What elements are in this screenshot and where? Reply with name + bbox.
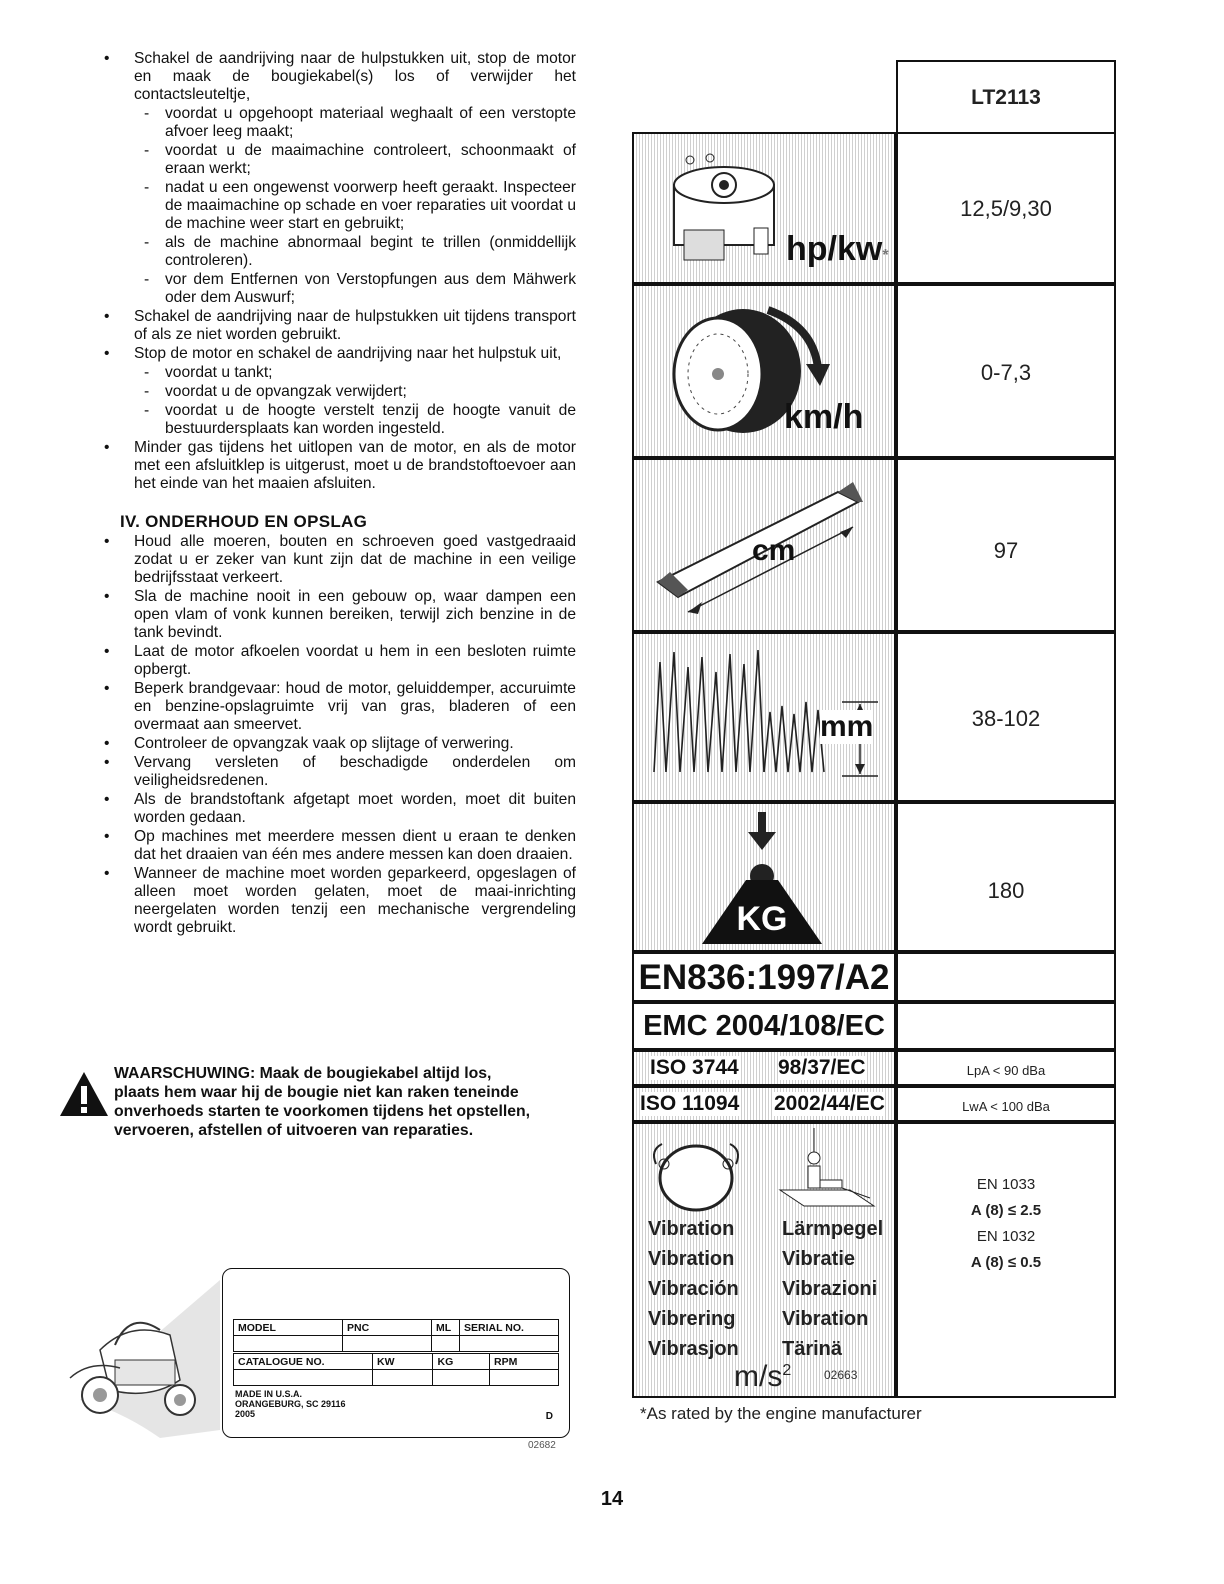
engine-cell: [632, 132, 896, 284]
sub-item: - voordat u opgehoopt materiaal weghaalt of een verstopte afvoer leeg maakt;: [100, 105, 576, 141]
sub-item: - voordat u de hoogte verstelt tenzij de hoogte vanuit de bestuurdersplaats kan worden ingesteld.: [100, 402, 576, 438]
plate-kw: KW: [373, 1354, 433, 1370]
vibration-sv: Vibrering: [648, 1308, 736, 1330]
serial-plate: [222, 1268, 570, 1438]
weight-kg-text: KG: [736, 900, 788, 938]
width-value-cell: [896, 458, 1116, 632]
left-text-column: [100, 50, 576, 938]
vibration-no: Vibrasjon: [648, 1338, 739, 1360]
iso2-cell: [632, 1086, 896, 1122]
vibration-fr: Vibration: [648, 1248, 735, 1270]
width-value: 97: [993, 538, 1019, 563]
std2-value-cell: [896, 1002, 1116, 1050]
height-value-cell: [896, 632, 1116, 802]
width-label: cm: [752, 534, 796, 567]
blade-cell: [632, 458, 896, 632]
vibration-unit: $m/s^2$: [734, 1360, 792, 1393]
height-value: 38-102: [971, 706, 1041, 731]
warning-triangle-icon: [58, 1070, 110, 1118]
plate-letter: D: [545, 1411, 553, 1422]
model-cell: [896, 60, 1116, 132]
vibration-code: 02663: [824, 1368, 858, 1382]
bullet-item: • Beperk brandgevaar: houd de motor, geluiddemper, accuruimte en benzine-opslagruimte vrij van gras, bladeren of een overmaat aan smeervet.: [100, 680, 576, 734]
plate-pnc: PNC: [343, 1320, 432, 1336]
weight-icon: [682, 810, 842, 950]
sub-item: - vor dem Entfernen von Verstopfungen aus dem Mähwerk oder dem Auswurf;: [100, 271, 576, 307]
bullet-item: • Sla de machine nooit in een gebouw op, waar dampen een open vlam of vonk kunnen bereiken, terwijl zich benzine in de tank bevindt.: [100, 588, 576, 642]
bullet-item: • Schakel de aandrijving naar de hulpstukken uit tijdens transport of als ze niet worden gebruikt.: [100, 308, 576, 344]
std1-value-cell: [896, 952, 1116, 1002]
bullet-item: • Op machines met meerdere messen dient u eraan te denken dat het draaien van één mes andere messen kan doen draaien.: [100, 828, 576, 864]
bullet-item: • Laat de motor afkoelen voordat u hem in een besloten ruimte opbergt.: [100, 643, 576, 679]
directive-98-37: 98/37/EC: [778, 1056, 866, 1079]
vibration-da: Vibration: [782, 1308, 869, 1330]
bullet-item: • Controleer de opvangzak vaak op slijtage of verwering.: [100, 735, 576, 753]
engine-icon: [654, 140, 794, 280]
en1033: EN 1033: [976, 1176, 1036, 1193]
iso1-value-cell: [896, 1050, 1116, 1086]
standard-en836: EN836:1997/A2: [638, 958, 890, 997]
bullet-item: • Vervang versleten of beschadigde onderdelen om veiligheidsredenen.: [100, 754, 576, 790]
bullet-item: • Als de brandstoftank afgetapt moet worden, moet dit buiten worden gedaan.: [100, 791, 576, 827]
plate-rpm: RPM: [490, 1354, 559, 1370]
weight-value: 180: [987, 878, 1025, 903]
std2-cell: [632, 1002, 896, 1050]
a8-value-2: A (8) ≤ 0.5: [970, 1254, 1042, 1271]
height-label: mm: [820, 710, 874, 743]
vibration-es: Vibración: [648, 1278, 739, 1300]
wheel-cell: [632, 284, 896, 458]
power-value-cell: [896, 132, 1116, 284]
seated-operator-icon: [770, 1128, 880, 1218]
bullet-item: • Wanneer de machine moet worden geparkeerd, opgeslagen of alleen moet worden gelaten, moet de maai-inrichting neergelaten worden tenzij een mechanische vergrendeling wordt gebruikt.: [100, 865, 576, 937]
maintenance-list: [100, 533, 576, 937]
vibration-value-cell: [896, 1122, 1116, 1398]
sub-item: - als de machine abnormaal begint te trillen (onmiddellijk controleren).: [100, 234, 576, 270]
sub-item: - voordat u de opvangzak verwijdert;: [100, 383, 576, 401]
vibration-en: Vibration: [648, 1218, 735, 1240]
plate-catalogue: CATALOGUE NO.: [234, 1354, 373, 1370]
sub-item: - nadat u een ongewenst voorwerp heeft geraakt. Inspecteer de maaimachine op schade en voer reparaties uit voordat u de machine weer start en gebruikt;: [100, 179, 576, 233]
weight-value-cell: [896, 802, 1116, 952]
bullet-item: • Stop de motor en schakel de aandrijving naar het hulpstuk uit,: [100, 345, 576, 363]
a8-value-1: A (8) ≤ 2.5: [970, 1202, 1042, 1219]
vibration-de: Lärmpegel: [782, 1218, 884, 1240]
bullet-item: • Minder gas tijdens het uitlopen van de motor, en als de motor met een afsluitklep is uitgerust, moet u de brandstoftoevoer aan het einde van het maaien afsluiten.: [100, 439, 576, 493]
en1032: EN 1032: [976, 1228, 1036, 1245]
tractor-illustration: [60, 1260, 240, 1450]
power-value: 12,5/9,30: [960, 196, 1052, 221]
std1-cell: [632, 952, 896, 1002]
plate-serial: SERIAL NO.: [460, 1320, 559, 1336]
lwa-value: LwA < 100 dBa: [962, 1099, 1050, 1114]
sub-item: - voordat u de maaimachine controleert, schoonmaakt of eraan werkt;: [100, 142, 576, 178]
speed-value: 0-7,3: [980, 360, 1032, 385]
plate-kg: KG: [433, 1354, 490, 1370]
footnote: *As rated by the engine manufacturer: [640, 1404, 922, 1423]
plate-code: 02682: [528, 1440, 556, 1451]
warning-text: WAARSCHUWING: Maak de bougiekabel altijd los, plaats hem waar hij de bougie niet kan raken teneinde onverhoeds starten te voorkomen tijdens het opstellen, vervoeren, afstellen of uitvoeren van reparaties.: [114, 1065, 531, 1139]
bullet-item: • Houd alle moeren, bouten en schroeven goed vastgedraaid zodat u er zeker van kunt zijn dat de machine in een veilige bedrijfsstaat verkeert.: [100, 533, 576, 587]
steering-wheel-icon: [646, 1134, 746, 1214]
iso2-value-cell: [896, 1086, 1116, 1122]
vibration-fi: Tärinä: [782, 1338, 843, 1360]
sub-item: - voordat u tankt;: [100, 364, 576, 382]
vibration-it: Vibrazioni: [782, 1278, 878, 1300]
standard-emc: EMC 2004/108/EC: [643, 1010, 885, 1042]
section-heading: IV. ONDERHOUD EN OPSLAG: [120, 512, 368, 531]
plate-row-2: [233, 1353, 559, 1386]
plate-ml: ML: [432, 1320, 460, 1336]
safety-list: [100, 50, 576, 493]
plate-address: MADE IN U.S.A. ORANGEBURG, SC 29116 2005: [235, 1389, 346, 1419]
vibration-cell: [632, 1122, 896, 1398]
iso3744: ISO 3744: [650, 1056, 739, 1079]
model-name: LT2113: [971, 86, 1041, 109]
spec-table: [632, 60, 1116, 1398]
iso11094: ISO 11094: [640, 1092, 740, 1115]
weight-cell: [632, 802, 896, 952]
speed-value-cell: [896, 284, 1116, 458]
power-label: hp/kw*: [786, 230, 889, 268]
plate-model: MODEL: [234, 1320, 343, 1336]
speed-label: km/h: [784, 398, 864, 436]
grass-cell: [632, 632, 896, 802]
iso1-cell: [632, 1050, 896, 1086]
plate-row-1: [233, 1319, 559, 1352]
bullet-item: • Schakel de aandrijving naar de hulpstukken uit, stop de motor en maak de bougiekabel(s) los of verwijder het contactsleuteltje,: [100, 50, 576, 104]
lpa-value: LpA < 90 dBa: [966, 1063, 1046, 1078]
page-number: 14: [600, 1488, 624, 1510]
vibration-nl: Vibratie: [782, 1248, 855, 1270]
directive-2002-44: 2002/44/EC: [774, 1092, 885, 1115]
